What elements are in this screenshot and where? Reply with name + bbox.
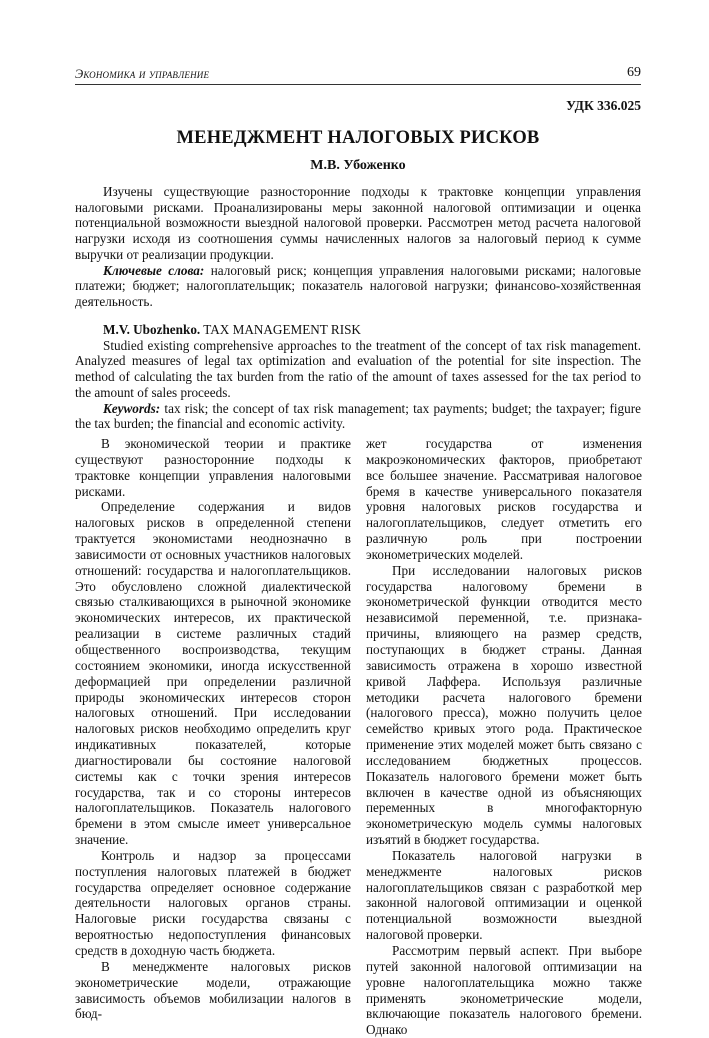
udk-code: УДК 336.025: [566, 98, 641, 113]
page-number: 69: [627, 65, 641, 80]
body-paragraph: Определение содержания и видов налоговых рисков в определенной степени трактуется экономистами неоднозначно в зависимости от основных участников налоговых отношений: государства и налогоплательщиков. Это обусловлено сложной диалектической связью сталкивающихся в рыночной экономике экономических интересов, их практической реализации в системе различных стадий общественного воспроизводства, текущим состоянием экономики, иногда искусственной деформацией при определении различной природы экономических интересов сторон налоговых отношений. При исследовании налоговых рисков необходимо определить круг индикативных показателей, которые диагностировали бы состояние налоговой системы как с точки зрения интересов государства, так и со стороны интересов налогоплательщиков. Показатель налогового бремени в этом смысле имеет универсальное значение.: [75, 499, 351, 848]
journal-name: Экономика и управление: [75, 67, 210, 81]
running-header: [75, 64, 641, 85]
abstract-russian: [75, 184, 641, 310]
article-title: МЕНЕДЖМЕНТ НАЛОГОВЫХ РИСКОВ: [176, 128, 540, 148]
body-paragraph: Контроль и надзор за процессами поступления налоговых платежей в бюджет государства определяет основное содержание деятельности налоговых органов страны. Налоговые риски государства связаны с вероятностью недопоступления финансовых средств в доходную часть бюджета.: [75, 847, 351, 958]
article-author: М.В. Убоженко: [310, 158, 406, 173]
body-paragraph: Показатель налоговой нагрузки в менеджменте налоговых рисков налогоплательщиков связан с разработкой мер законной налоговой оптимизации и оценкой потенциальной возможности выездной налоговой проверки.: [366, 847, 642, 943]
body-column-left: [75, 436, 351, 1022]
english-keywords-paragraph: [75, 401, 641, 432]
body-paragraph-continued: жет государства от изменения макроэкономических факторов, приобретают все большее значение. Рассматривая налоговое бремя в качестве универсального показателя уровня налоговых рисков государства и налогоплательщиков, следует отметить его различную роль при построении эконометрических моделей.: [366, 436, 642, 562]
english-abstract-text: Studied existing comprehensive approaches to the treatment of the concept of tax risk management. Analyzed measures of legal tax optimization and evaluation of the potential for site inspection. The method of calculating the tax burden from the ratio of the amount of taxes assessed for the tax period to the amount of sales proceeds.: [75, 337, 641, 400]
keywords-paragraph: [75, 263, 641, 310]
body-paragraph: В менеджменте налоговых рисков эконометрические модели, отражающие зависимость объемов мобилизации налогов в бюд-: [75, 958, 351, 1022]
body-column-right: [366, 436, 642, 1038]
english-keywords-label: Keywords:: [103, 400, 161, 416]
english-keywords-text: tax risk; the concept of tax risk management; tax payments; budget; the taxpayer; figure the tax burden; the financial and economic activity.: [75, 400, 641, 432]
abstract-text: Изучены существующие разносторонние подходы к трактовке концепции управления налоговыми рисками. Проанализированы меры законной налоговой оптимизации и оценка потенциальной возможности выездной налоговой проверки. Рассмотрен метод расчета налоговой нагрузки исходя из соотношения суммы начисленных налогов за налоговый период к сумме выручки от реализации продукции.: [75, 184, 641, 262]
abstract-english: [75, 322, 641, 432]
keywords-label: Ключевые слова:: [103, 262, 205, 278]
english-title-line: [75, 322, 641, 338]
english-title: TAX MANAGEMENT RISK: [200, 322, 361, 337]
keywords-text: налоговый риск; концепция управления налоговыми рисками; налоговые платежи; бюджет; налогоплательщик; показатель налоговой нагрузки; финансово-хозяйственная деятельность.: [75, 262, 641, 309]
body-paragraph: В экономической теории и практике существуют разносторонние подходы к трактовке концепции управления налоговыми рисками.: [75, 436, 351, 499]
body-paragraph: Рассмотрим первый аспект. При выборе путей законной налоговой оптимизации на уровне налогоплательщика можно также применять эконометрические модели, включающие показатель налогового бремени. Однако: [366, 943, 642, 1038]
body-paragraph: При исследовании налоговых рисков государства налоговому бремени в эконометрической функции отводится место независимой переменной, т.е. признака-причины, влияющего на размер средств, поступающих в бюджет страны. Данная зависимость отражена в хорошо известной кривой Лаффера. Используя различные методики расчета налогового бремени (налогового пресса), можно получить целое семейство кривых этого рода. Практическое применение этих моделей может быть связано с исследованием бюджетных процессов. Показатель налогового бремени может быть включен в качестве одной из объясняющих переменных в многофакторную эконометрическую модель суммы налоговых изъятий в бюджет государства.: [366, 562, 642, 848]
english-author: M.V. Ubozhenko.: [103, 322, 201, 337]
